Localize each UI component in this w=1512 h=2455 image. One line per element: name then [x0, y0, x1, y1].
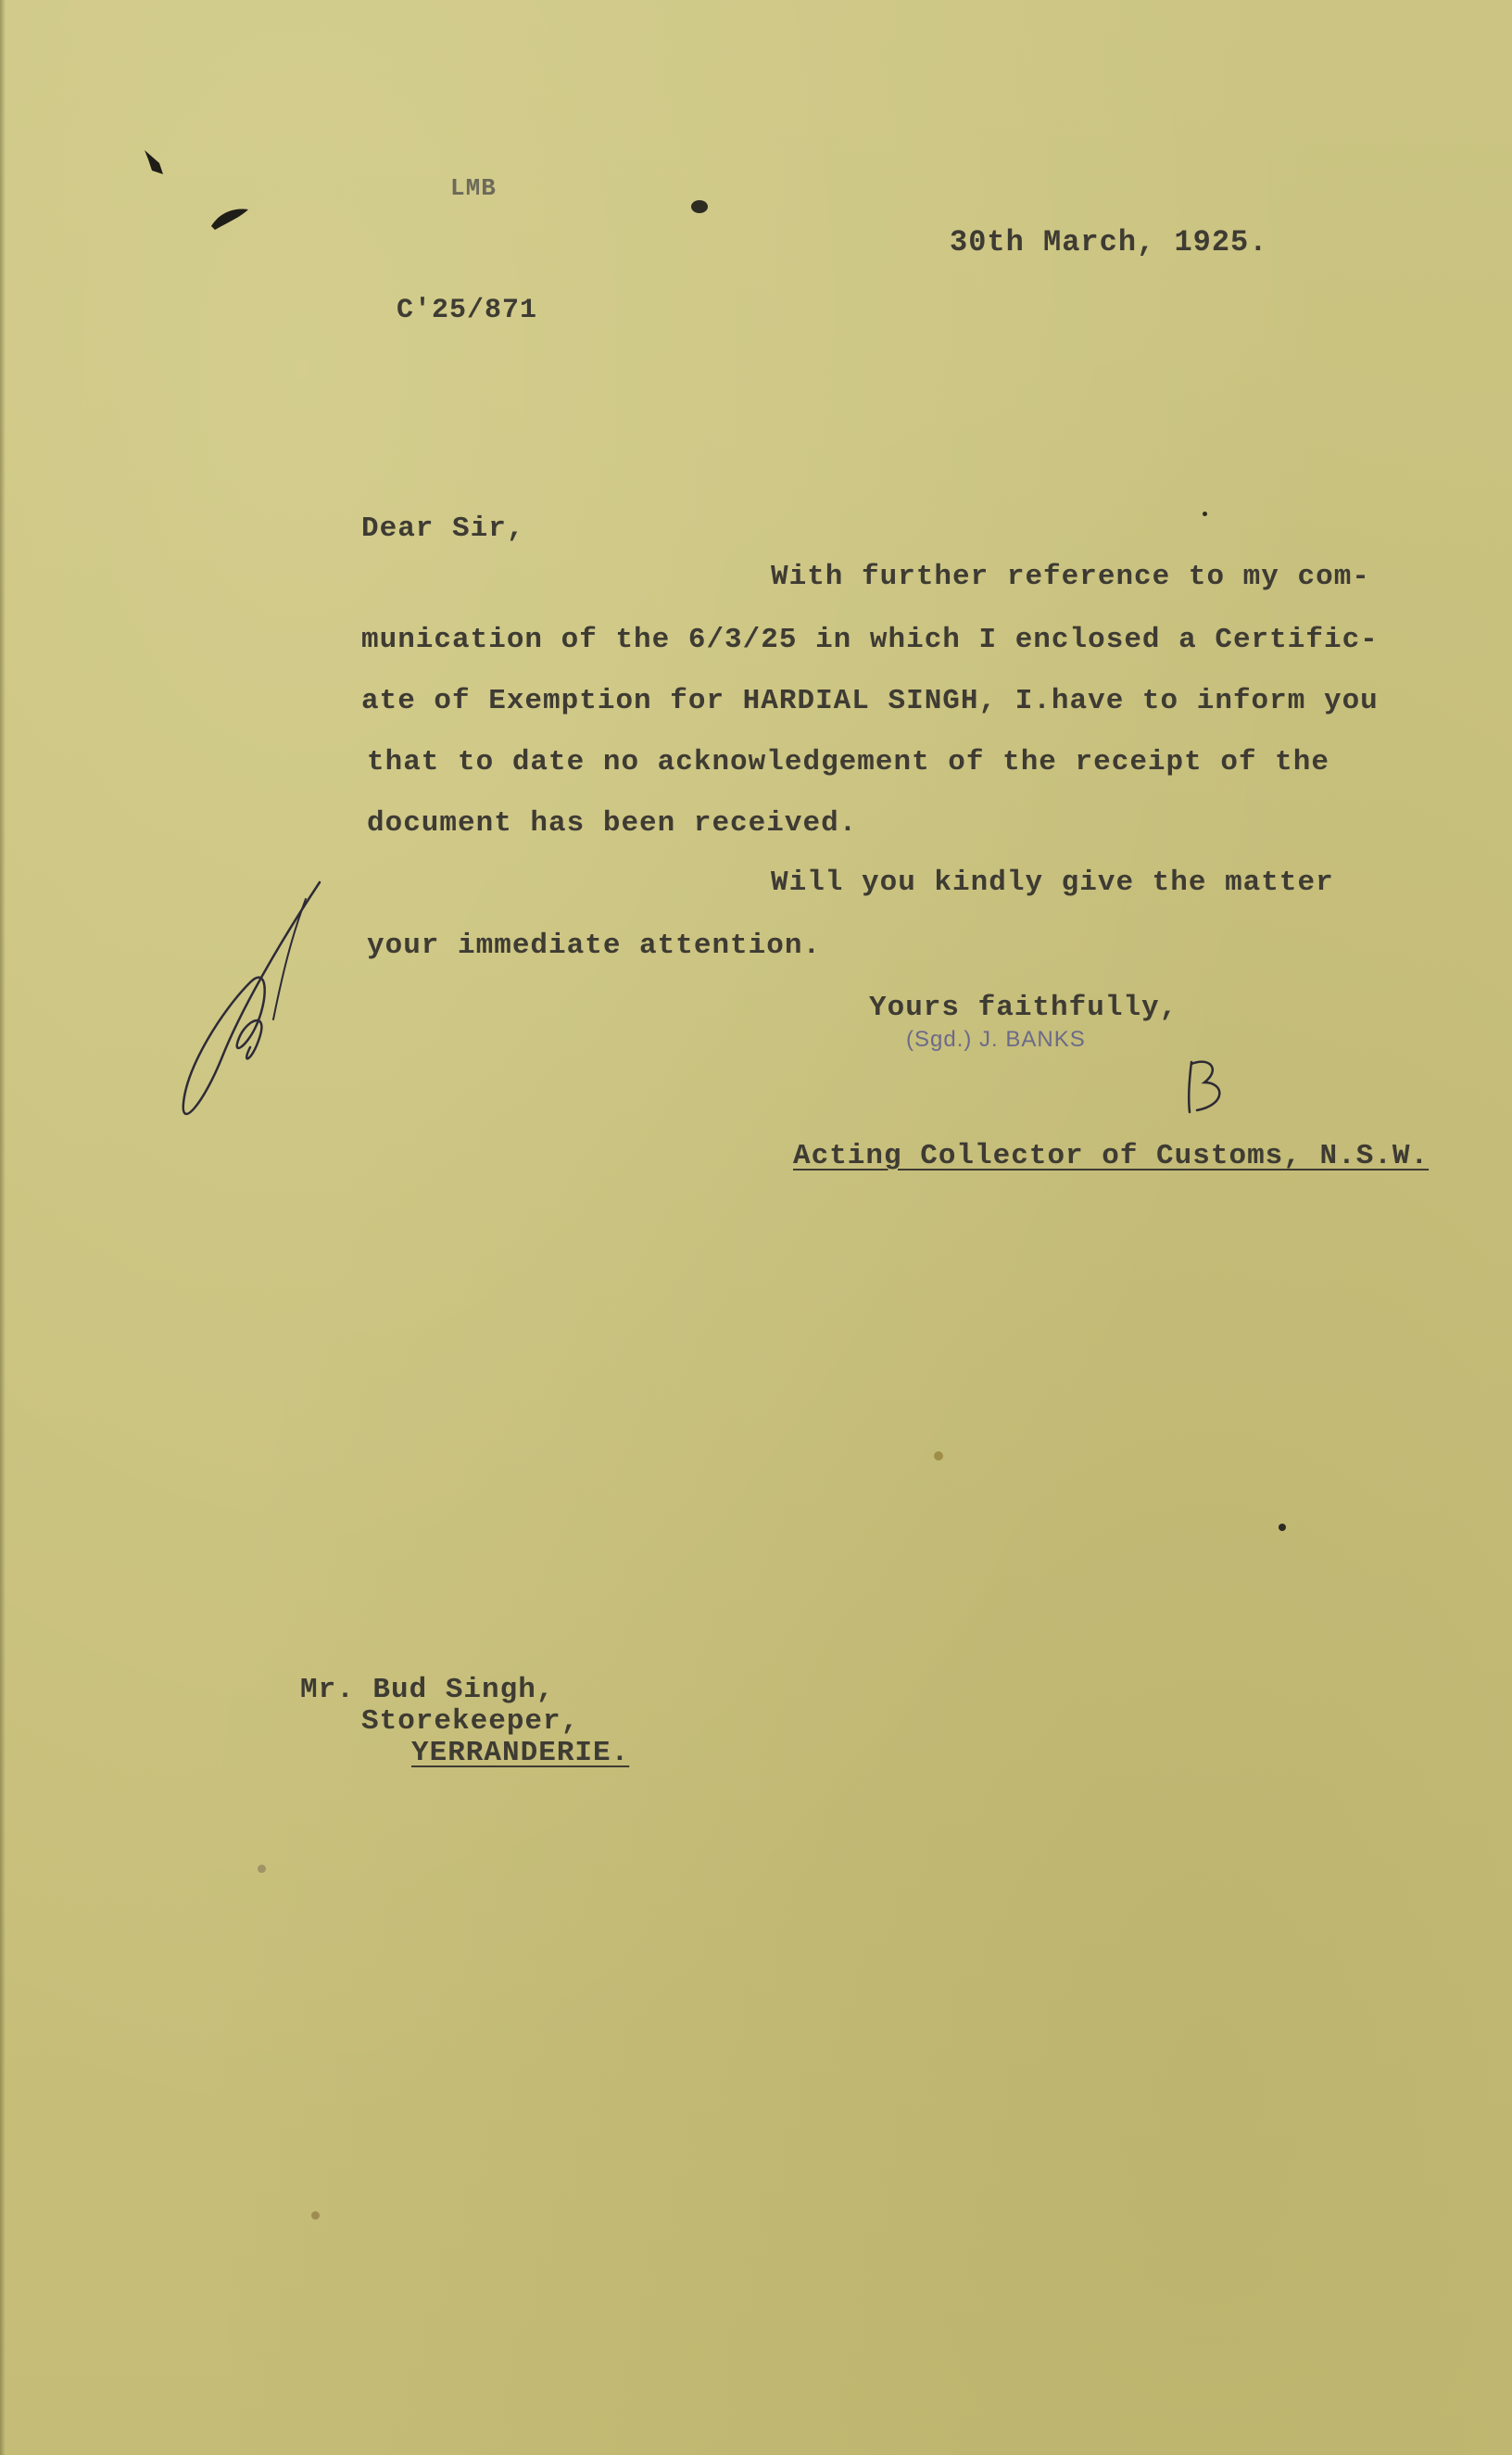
letter-date: 30th March, 1925.: [950, 225, 1268, 259]
initial-mark-icon: [1178, 1055, 1234, 1120]
body-line-6: Will you kindly give the matter: [771, 867, 1334, 899]
signatory-title: Acting Collector of Customs, N.S.W.: [793, 1140, 1430, 1172]
addressee-occupation: Storekeeper,: [361, 1705, 580, 1738]
margin-signature-icon: [167, 871, 334, 1140]
addressee-place: YERRANDERIE.: [411, 1737, 630, 1769]
body-line-7: your immediate attention.: [367, 930, 822, 962]
reference-number: C'25/871: [397, 295, 538, 326]
ink-blot-icon: [208, 202, 254, 235]
ink-speck: [691, 200, 708, 213]
ink-blot-icon: [139, 146, 170, 183]
body-line-1: With further reference to my com-: [771, 561, 1370, 593]
body-line-2: munication of the 6/3/25 in which I enclosed a Certific-: [361, 624, 1379, 656]
typist-initials: LMB: [450, 174, 497, 202]
closing: Yours faithfully,: [869, 992, 1178, 1024]
paper-speck: [258, 1865, 266, 1873]
addressee-name: Mr. Bud Singh,: [300, 1674, 555, 1706]
body-line-4: that to date no acknowledgement of the receipt of the: [367, 746, 1329, 778]
paper-speck: [934, 1451, 943, 1461]
body-line-5: document has been received.: [367, 807, 858, 840]
paper-edge-shadow: [0, 0, 6, 2455]
ink-speck: [1203, 512, 1207, 516]
ink-speck: [1279, 1524, 1286, 1531]
signature-stamp: (Sgd.) J. BANKS: [906, 1027, 1086, 1052]
paper-speck: [311, 2211, 320, 2220]
salutation: Dear Sir,: [361, 513, 525, 545]
body-line-3: ate of Exemption for HARDIAL SINGH, I.have to inform you: [361, 685, 1379, 717]
